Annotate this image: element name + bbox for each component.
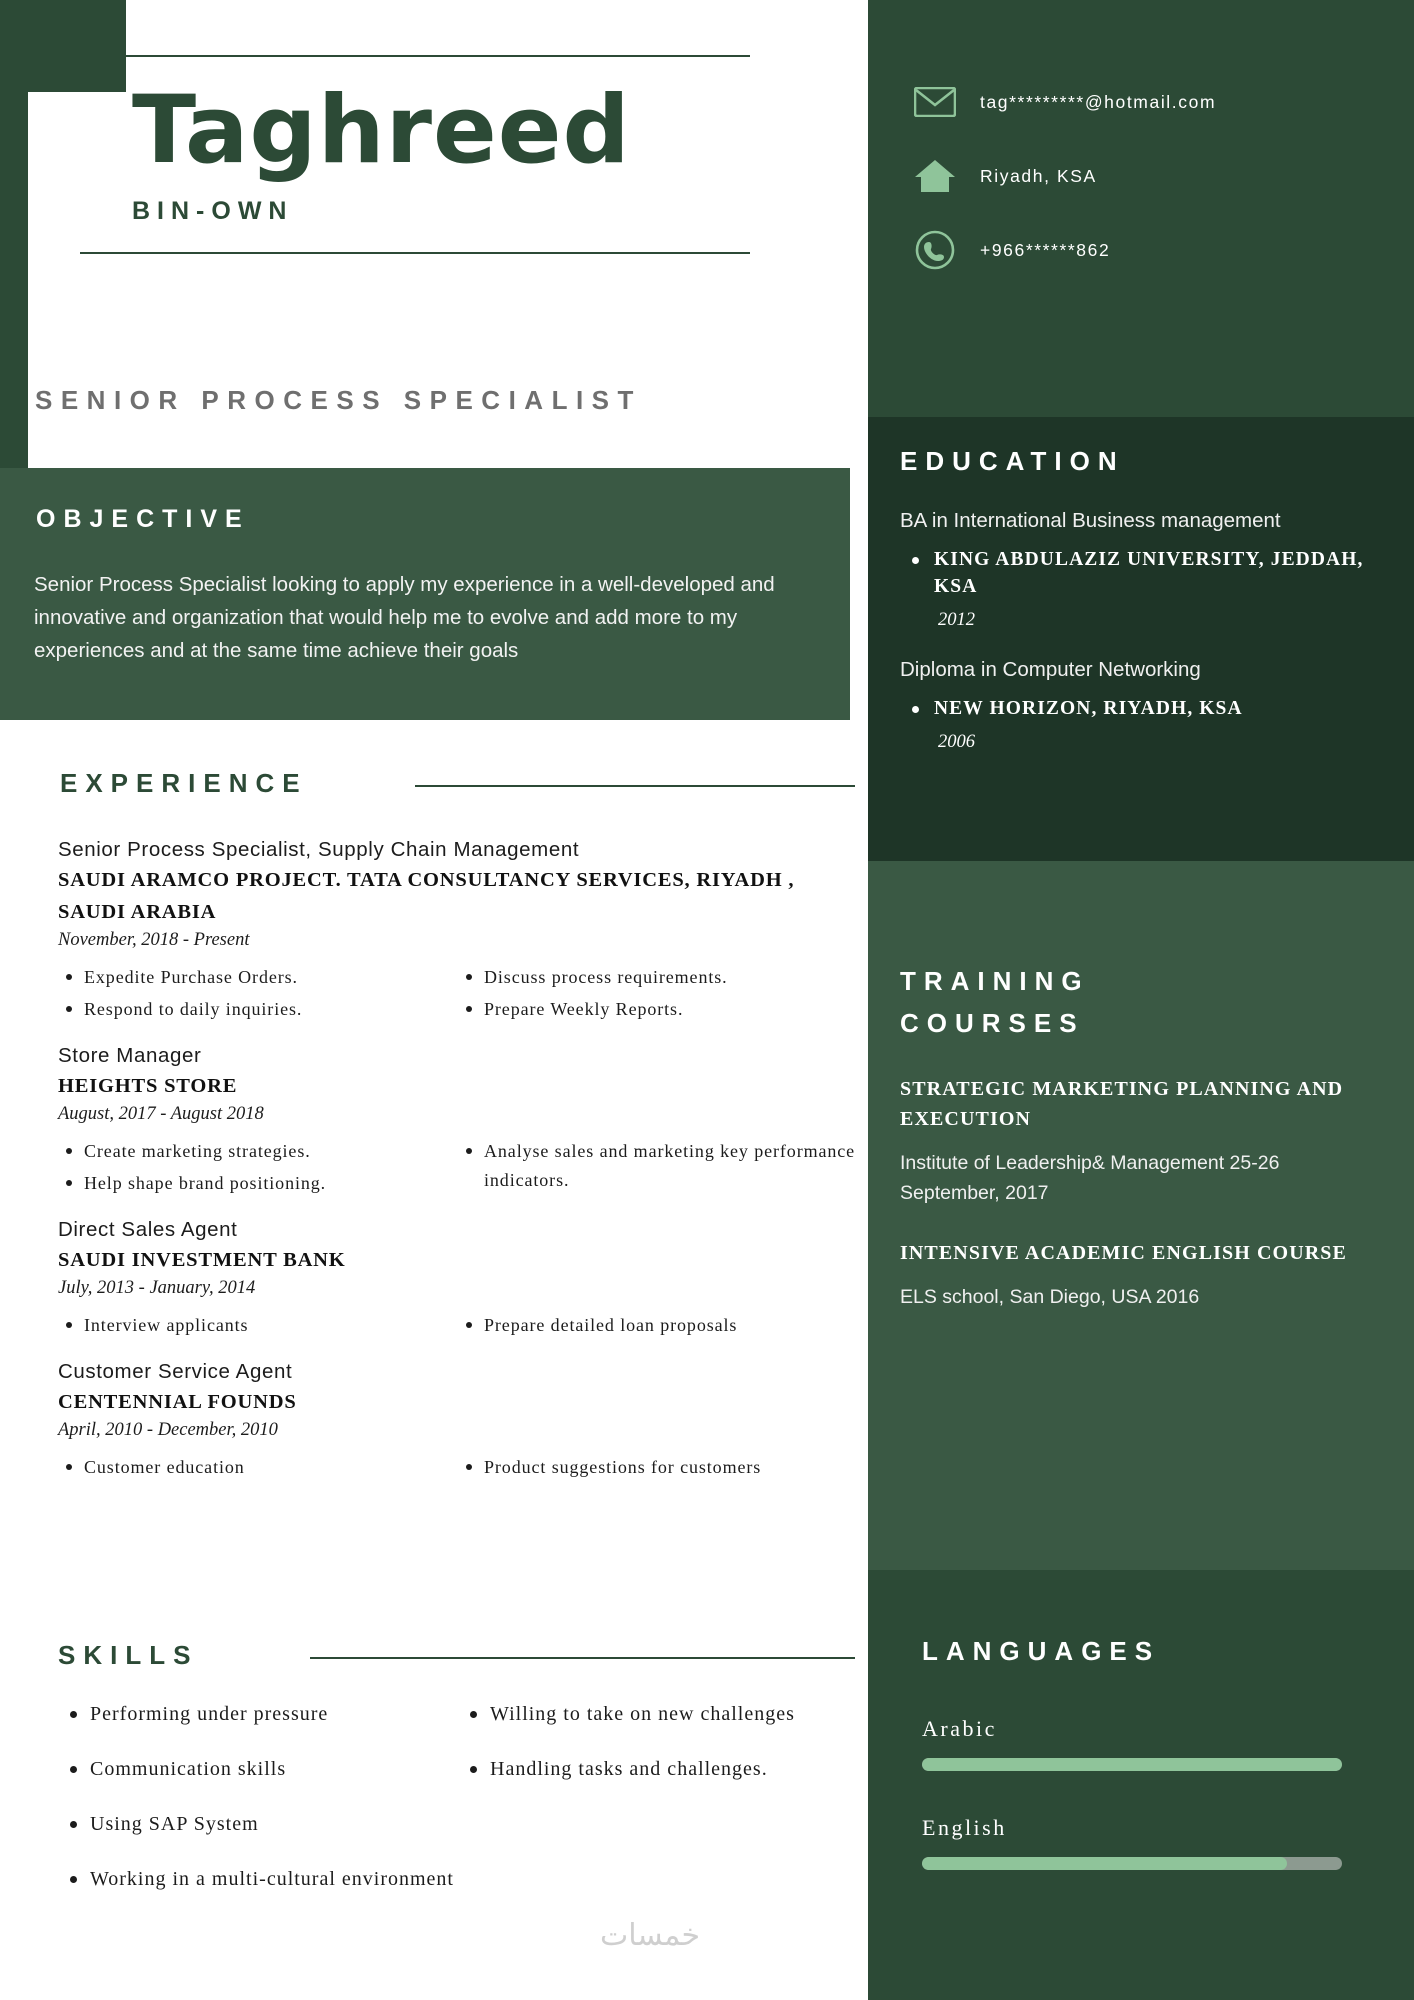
header-top-rule — [80, 55, 750, 57]
experience-item — [58, 1215, 858, 1343]
home-icon — [912, 156, 958, 196]
contact-item-email — [912, 82, 1382, 122]
list-item: Discuss process requirements. — [458, 963, 858, 992]
list-item: Performing under pressure — [60, 1700, 460, 1729]
contact-phone-text: +966******862 — [980, 239, 1111, 260]
experience-heading: EXPERIENCE — [60, 768, 308, 798]
list-item: Working in a multi-cultural environment — [60, 1865, 460, 1894]
training-course-name: STRATEGIC MARKETING PLANNING AND EXECUTION — [900, 1078, 1344, 1130]
experience-role: Direct Sales Agent — [58, 1218, 238, 1241]
decorative-left-strip — [0, 0, 28, 470]
experience-list — [58, 835, 858, 1499]
experience-item — [58, 1357, 858, 1485]
education-school: KING ABDULAZIZ UNIVERSITY, JEDDAH, KSA — [934, 546, 1380, 600]
languages-section — [922, 1630, 1362, 1870]
experience-role: Customer Service Agent — [58, 1360, 293, 1383]
experience-bullets-left — [58, 963, 458, 1027]
experience-bullets-right — [458, 1453, 858, 1485]
name-header — [80, 55, 760, 254]
experience-bullets-left — [58, 1453, 458, 1485]
experience-company: SAUDI INVESTMENT BANK — [58, 1249, 346, 1271]
phone-icon — [912, 230, 958, 270]
training-heading-line1: TRAINING — [900, 966, 1090, 996]
list-item: Communication skills — [60, 1755, 460, 1784]
training-course-org: ELS school, San Diego, USA 2016 — [900, 1286, 1200, 1308]
education-year: 2012 — [938, 610, 975, 630]
contact-email-text: tag*********@hotmail.com — [980, 91, 1217, 112]
experience-company: HEIGHTS STORE — [58, 1075, 238, 1097]
envelope-icon — [912, 82, 958, 122]
contact-item-location — [912, 156, 1382, 196]
experience-dates: November, 2018 - Present — [58, 930, 250, 950]
experience-role: Senior Process Specialist, Supply Chain Management — [58, 838, 580, 861]
experience-bullets-left — [58, 1311, 458, 1343]
education-item — [900, 506, 1380, 631]
experience-bullets — [58, 1137, 858, 1201]
list-item: Prepare Weekly Reports. — [458, 995, 858, 1024]
list-item: Using SAP System — [60, 1810, 460, 1839]
experience-bullets — [58, 1311, 858, 1343]
skills-column-right — [460, 1700, 860, 1920]
list-item: Handling tasks and challenges. — [460, 1755, 860, 1784]
list-item: Help shape brand positioning. — [58, 1169, 458, 1198]
experience-bullets-right — [458, 963, 858, 1027]
skills-heading-rule — [310, 1657, 855, 1659]
experience-role: Store Manager — [58, 1044, 202, 1067]
languages-entries — [922, 1716, 1362, 1870]
skills-column-left — [60, 1700, 460, 1920]
experience-dates: August, 2017 - August 2018 — [58, 1104, 264, 1124]
experience-bullets-left — [58, 1137, 458, 1201]
education-degree: Diploma in Computer Networking — [900, 658, 1201, 681]
objective-heading: OBJECTIVE — [36, 505, 250, 533]
experience-heading-rule — [415, 785, 855, 787]
contact-location-text: Riyadh, KSA — [980, 165, 1097, 186]
experience-bullets-right — [458, 1311, 858, 1343]
list-item: Willing to take on new challenges — [460, 1700, 860, 1729]
list-item: Create marketing strategies. — [58, 1137, 458, 1166]
language-level-fill — [922, 1758, 1342, 1771]
first-name: Taghreed — [132, 76, 631, 185]
contact-list — [912, 82, 1382, 304]
list-item: Expedite Purchase Orders. — [58, 963, 458, 992]
list-item: Prepare detailed loan proposals — [458, 1311, 858, 1340]
watermark: خمسات — [600, 1918, 701, 1953]
languages-heading: LANGUAGES — [922, 1636, 1161, 1666]
training-heading-line2: COURSES — [900, 1008, 1085, 1038]
language-name: English — [922, 1815, 1007, 1840]
experience-item — [58, 1041, 858, 1201]
experience-bullets — [58, 963, 858, 1027]
education-year: 2006 — [938, 732, 975, 752]
experience-item — [58, 835, 858, 1027]
training-item — [900, 1074, 1380, 1208]
list-item: Interview applicants — [58, 1311, 458, 1340]
training-entries — [900, 1074, 1380, 1312]
education-school: NEW HORIZON, RIYADH, KSA — [934, 695, 1380, 722]
experience-dates: July, 2013 - January, 2014 — [58, 1278, 256, 1298]
list-item: Analyse sales and marketing key performance indicators. — [458, 1137, 858, 1195]
experience-bullets — [58, 1453, 858, 1485]
objective-text: Senior Process Specialist looking to apply my experience in a well-developed and innovative and organization that would help me to evolve and add more to my experiences and at the same time achieve their goals — [34, 573, 775, 662]
experience-bullets-right — [458, 1137, 858, 1201]
language-level-bar — [922, 1857, 1342, 1870]
language-level-fill — [922, 1857, 1287, 1870]
page-title: SENIOR PROCESS SPECIALIST — [35, 385, 642, 415]
list-item: Customer education — [58, 1453, 458, 1482]
education-heading: EDUCATION — [900, 446, 1125, 476]
contact-item-phone — [912, 230, 1382, 270]
training-course-name: INTENSIVE ACADEMIC ENGLISH COURSE — [900, 1242, 1347, 1264]
education-entries — [900, 506, 1380, 753]
skills-heading: SKILLS — [58, 1640, 199, 1670]
language-name: Arabic — [922, 1716, 997, 1741]
education-item — [900, 655, 1380, 753]
language-level-bar — [922, 1758, 1342, 1771]
skills-columns — [60, 1700, 860, 1920]
experience-company: CENTENNIAL FOUNDS — [58, 1391, 297, 1413]
training-item — [900, 1238, 1380, 1312]
training-section — [900, 960, 1380, 1312]
experience-company: SAUDI ARAMCO PROJECT. TATA CONSULTANCY SERVICES, RIYADH , SAUDI ARABIA — [58, 869, 795, 923]
training-course-org: Institute of Leadership& Management 25-26 September, 2017 — [900, 1152, 1280, 1204]
education-degree: BA in International Business management — [900, 509, 1281, 532]
list-item: Product suggestions for customers — [458, 1453, 858, 1482]
education-section — [900, 440, 1380, 753]
experience-dates: April, 2010 - December, 2010 — [58, 1420, 278, 1440]
list-item: Respond to daily inquiries. — [58, 995, 458, 1024]
last-name: BIN-OWN — [132, 196, 294, 225]
header-bottom-rule — [80, 252, 750, 254]
